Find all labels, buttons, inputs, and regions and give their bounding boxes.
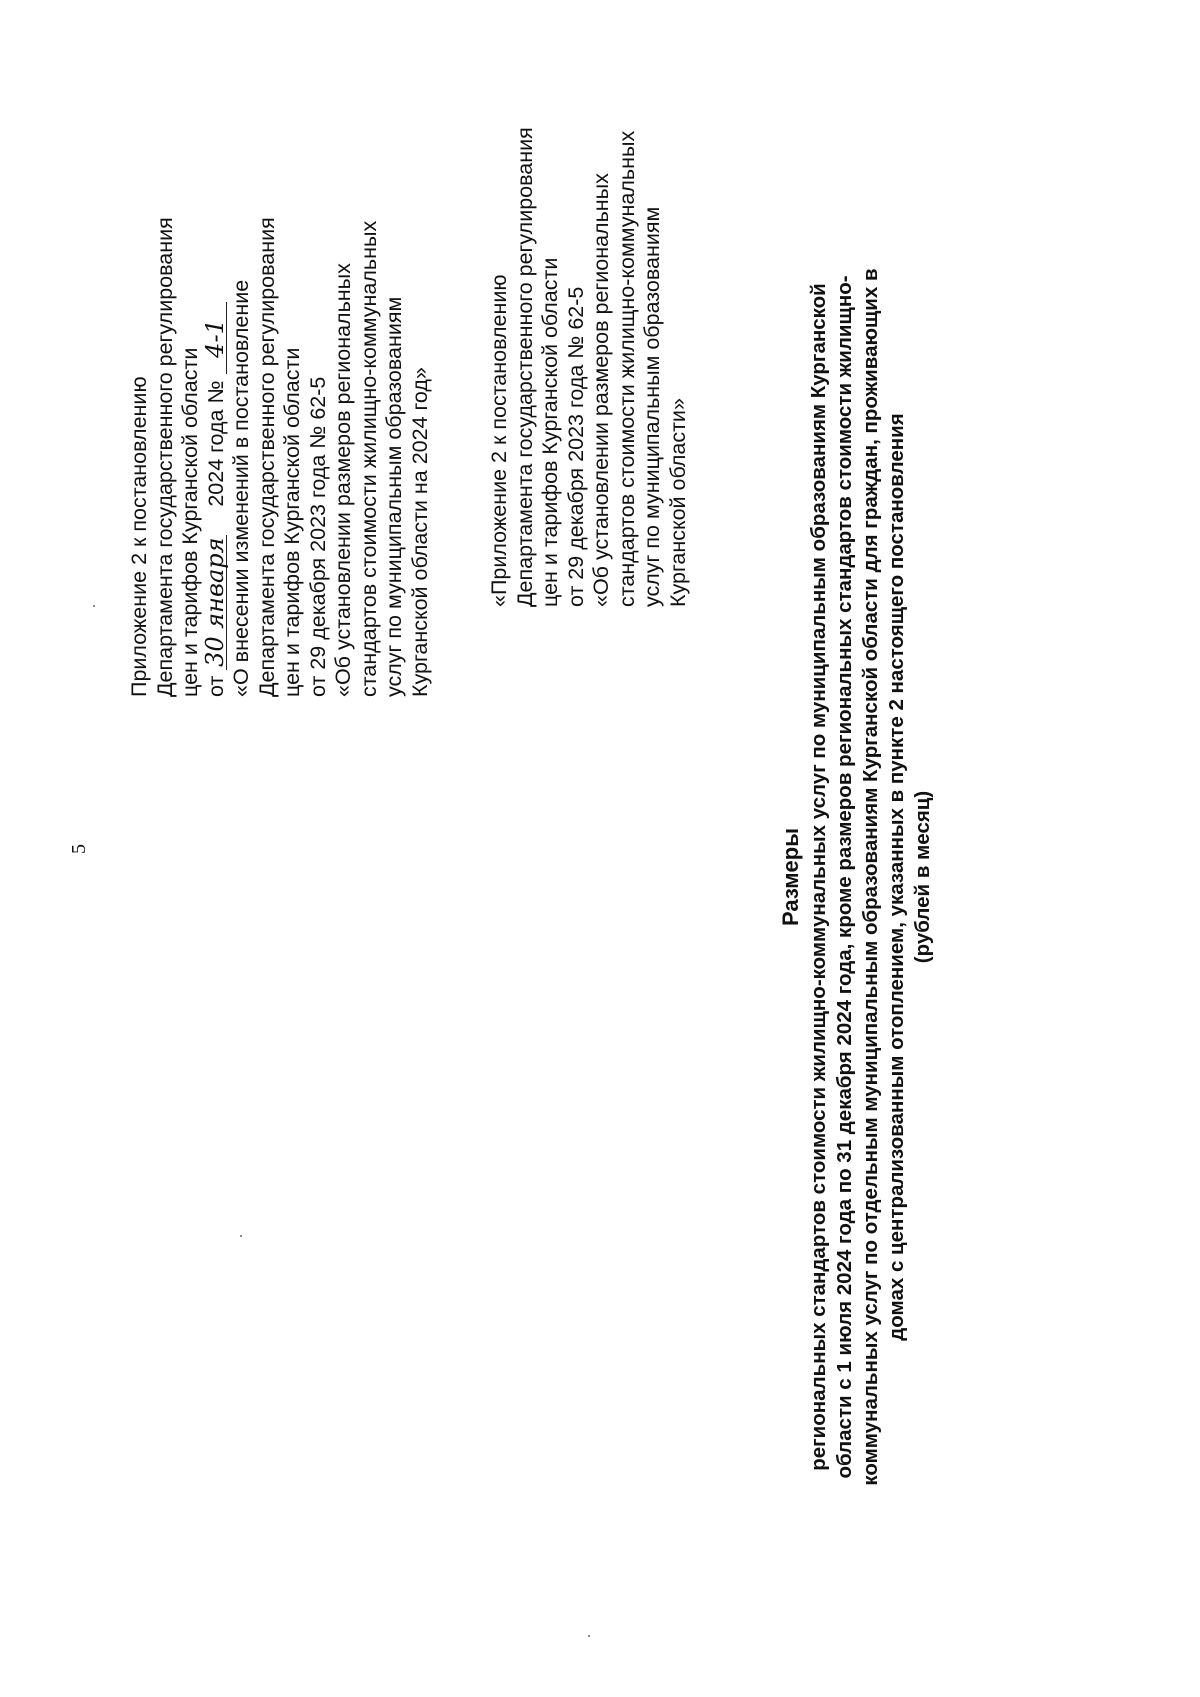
heading-line: региональных стандартов стоимости жилищно-коммунальных услуг по муниципальным образованиям Курганской — [807, 283, 830, 1471]
appendix-line: цен и тарифов Курганской области — [280, 347, 304, 697]
appendix-line: цен и тарифов Курганской области — [178, 347, 202, 697]
appendix-line: Курганской области» — [665, 398, 690, 607]
appendix-block-amending — [127, 217, 433, 697]
appendix-line: Департамента государственного регулирования — [152, 217, 177, 697]
appendix-line: услуг по муниципальным образованиям — [640, 206, 664, 607]
appendix-line: Курганской области на 2024 год» — [407, 367, 432, 697]
appendix-line: «Об установлении размеров региональных — [331, 263, 355, 697]
appendix-block-original — [487, 127, 691, 607]
date-year-text: 2024 года № — [203, 380, 228, 507]
appendix-line: Департамента государственного регулирования — [254, 217, 279, 697]
appendix-line: «Об установлении размеров региональных — [589, 173, 613, 607]
scan-speck — [93, 605, 95, 607]
appendix-date-line — [200, 217, 230, 697]
heading-line: коммунальных услуг по отдельным муниципальным образованиям Курганской области для граждан, проживающих в — [859, 268, 882, 1486]
appendix-line: Департамента государственного регулирования — [512, 127, 537, 607]
heading-units: (рублей в месяц) — [911, 790, 934, 964]
scan-speck — [588, 1635, 590, 1637]
heading-title: Размеры — [778, 828, 803, 927]
appendix-line: «Приложение 2 к постановлению — [487, 274, 511, 607]
scan-speck — [240, 1235, 242, 1237]
appendix-line: цен и тарифов Курганской области — [538, 257, 562, 607]
heading-line: области с 1 июля 2024 года по 31 декабря 2024 года, кроме размеров региональных стандартов стоимости жилищно- — [833, 275, 856, 1479]
appendix-line: от 29 декабря 2023 года № 62-5 — [563, 286, 588, 607]
appendix-line: от 29 декабря 2023 года № 62-5 — [305, 376, 330, 697]
handwritten-date: 30 января — [204, 535, 227, 670]
appendix-line: стандартов стоимости жилищно-коммунальных — [614, 130, 639, 607]
page-number: 5 — [68, 844, 90, 854]
date-prefix: от — [203, 675, 228, 697]
handwritten-number: 4-1 — [204, 302, 227, 374]
heading-line: домах с централизованным отоплением, указанных в пункте 2 настоящего постановления — [885, 413, 908, 1341]
appendix-line: «О внесении изменений в постановление — [229, 279, 253, 697]
appendix-line: услуг по муниципальным образованиям — [382, 296, 406, 697]
appendix-line: стандартов стоимости жилищно-коммунальных — [356, 220, 381, 697]
document-heading — [778, 177, 936, 1577]
appendix-line: Приложение 2 к постановлению — [127, 376, 151, 697]
